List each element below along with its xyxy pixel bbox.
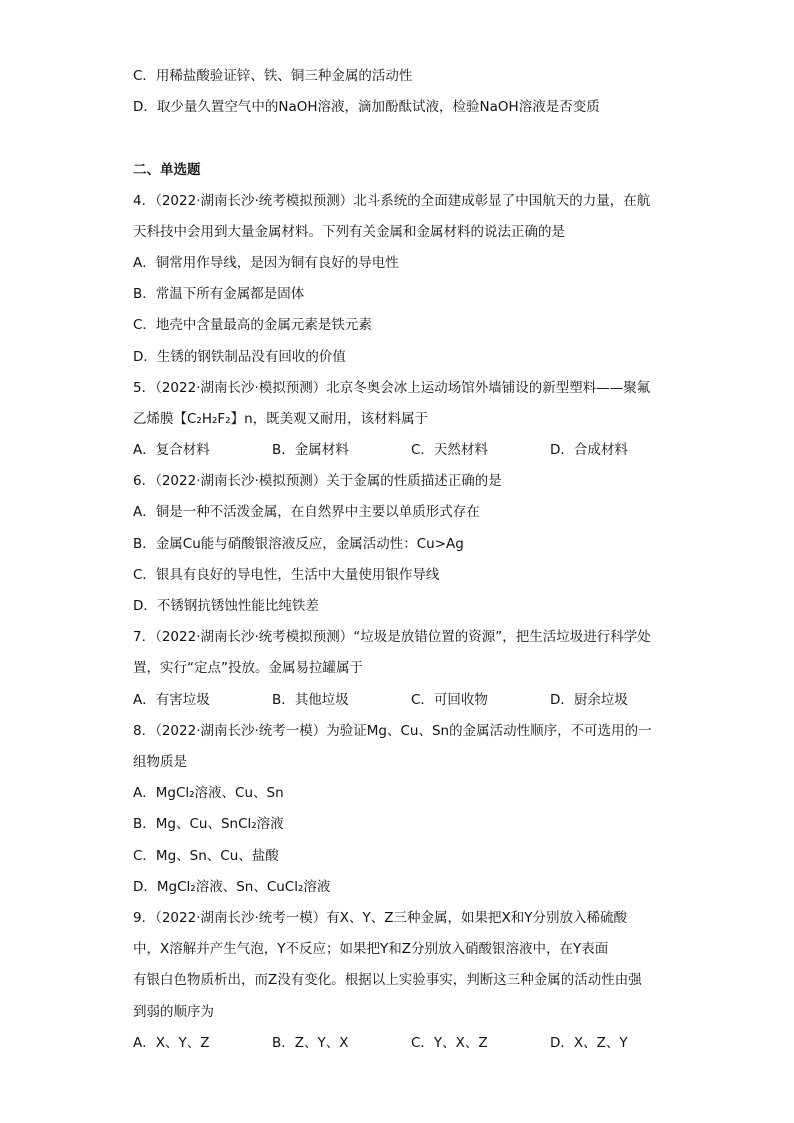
q5-option-c: C．天然材料 bbox=[411, 442, 488, 458]
q9-stem-line3: 有银白色物质析出，而Z没有变化。根据以上实验事实，判断这三种金属的活动性由强 bbox=[133, 972, 642, 988]
q4-stem-line2: 天科技中会用到大量金属材料。下列有关金属和金属材料的说法正确的是 bbox=[133, 224, 565, 240]
prev-option-d: D．取少量久置空气中的NaOH溶液，滴加酚酞试液，检验NaOH溶液是否变质 bbox=[133, 99, 600, 115]
q9-option-b: B．Z、Y、X bbox=[272, 1035, 349, 1051]
q4-option-c: C．地壳中含量最高的金属元素是铁元素 bbox=[133, 317, 372, 333]
q7-option-c: C．可回收物 bbox=[411, 692, 488, 708]
q9-option-a: A．X、Y、Z bbox=[133, 1035, 210, 1051]
q8-option-a: A．MgCl₂溶液、Cu、Sn bbox=[133, 785, 284, 801]
q9-option-c: C．Y、X、Z bbox=[411, 1035, 488, 1051]
q8-option-d: D．MgCl₂溶液、Sn、CuCl₂溶液 bbox=[133, 879, 331, 895]
q8-option-b: B．Mg、Cu、SnCl₂溶液 bbox=[133, 816, 284, 832]
q5-stem-line1: 5．（2022·湖南长沙·模拟预测）北京冬奥会冰上运动场馆外墙铺设的新型塑料——聚氟 bbox=[133, 380, 651, 396]
q8-option-c: C．Mg、Sn、Cu、盐酸 bbox=[133, 848, 279, 864]
q9-stem-line4: 到弱的顺序为 bbox=[133, 1004, 214, 1020]
q7-option-d: D．厨余垃圾 bbox=[550, 692, 628, 708]
q5-stem-line2: 乙烯膜【C₂H₂F₂】n，既美观又耐用，该材料属于 bbox=[133, 411, 429, 427]
q7-stem-line2: 置，实行“定点”投放。金属易拉罐属于 bbox=[133, 660, 363, 676]
q4-option-d: D．生锈的钢铁制品没有回收的价值 bbox=[133, 349, 346, 365]
q6-option-d: D．不锈钢抗锈蚀性能比纯铁差 bbox=[133, 598, 319, 614]
q7-option-b: B．其他垃圾 bbox=[272, 692, 349, 708]
q9-options bbox=[133, 1033, 693, 1053]
q6-option-c: C．银具有良好的导电性，生活中大量使用银作导线 bbox=[133, 567, 440, 583]
q5-option-b: B．金属材料 bbox=[272, 442, 349, 458]
q7-options bbox=[133, 690, 693, 710]
q5-option-a: A．复合材料 bbox=[133, 442, 210, 458]
q5-options bbox=[133, 440, 693, 460]
q9-stem-line2: 中，X溶解并产生气泡，Y不反应；如果把Y和Z分别放入硝酸银溶液中，在Y表面 bbox=[133, 941, 609, 957]
q4-option-a: A．铜常用作导线，是因为铜有良好的导电性 bbox=[133, 255, 399, 271]
q7-option-a: A．有害垃圾 bbox=[133, 692, 210, 708]
q9-option-d: D．X、Z、Y bbox=[550, 1035, 628, 1051]
q7-stem-line1: 7．（2022·湖南长沙·统考模拟预测）“垃圾是放错位置的资源”，把生活垃圾进行科学处 bbox=[133, 629, 651, 645]
q9-stem-line1: 9．（2022·湖南长沙·统考一模）有X、Y、Z三种金属，如果把X和Y分别放入稀硫酸 bbox=[133, 910, 628, 926]
q8-stem-line1: 8．（2022·湖南长沙·统考一模）为验证Mg、Cu、Sn的金属活动性顺序，不可选用的一 bbox=[133, 723, 652, 739]
prev-option-c: C．用稀盐酸验证锌、铁、铜三种金属的活动性 bbox=[133, 68, 413, 84]
q8-stem-line2: 组物质是 bbox=[133, 754, 187, 770]
q6-option-b: B．金属Cu能与硝酸银溶液反应，金属活动性：Cu>Ag bbox=[133, 536, 464, 552]
q6-option-a: A．铜是一种不活泼金属，在自然界中主要以单质形式存在 bbox=[133, 504, 480, 520]
q6-stem-line1: 6．（2022·湖南长沙·模拟预测）关于金属的性质描述正确的是 bbox=[133, 473, 502, 489]
q5-option-d: D．合成材料 bbox=[550, 442, 628, 458]
q4-stem-line1: 4．（2022·湖南长沙·统考模拟预测）北斗系统的全面建成彰显了中国航天的力量，在航 bbox=[133, 193, 651, 209]
section-title: 二、单选题 bbox=[133, 162, 201, 178]
q4-option-b: B．常温下所有金属都是固体 bbox=[133, 286, 305, 302]
